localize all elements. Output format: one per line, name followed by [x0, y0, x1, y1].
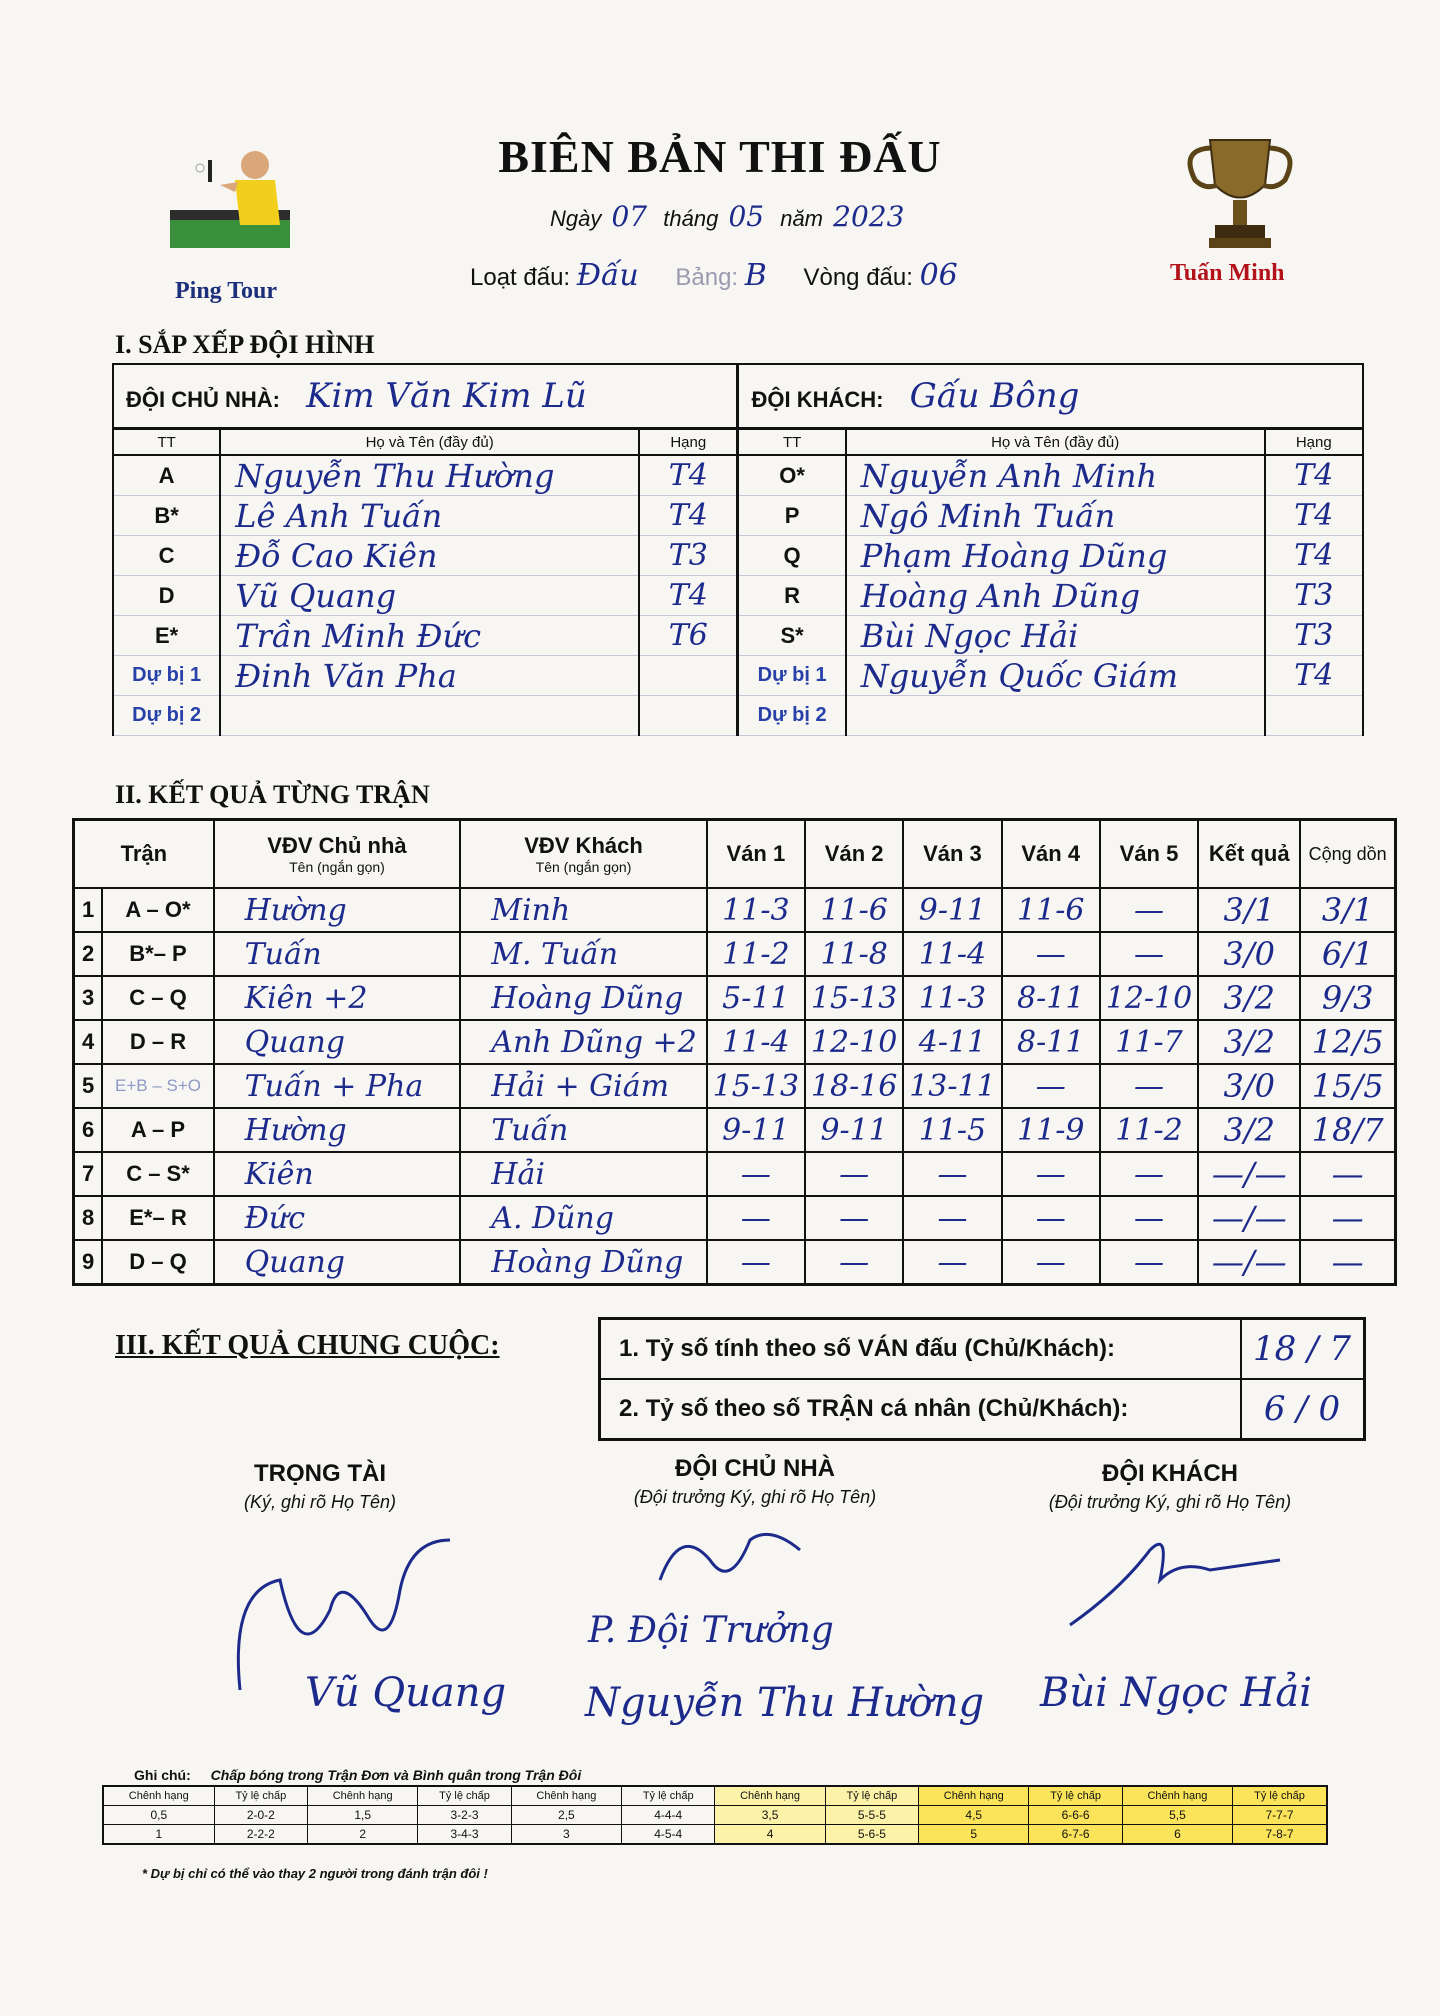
- home-team-cell: [113, 364, 738, 429]
- match-row: [74, 1196, 1396, 1240]
- away-player-rank: T3: [1265, 616, 1363, 656]
- home-player-name: Đinh Văn Pha: [220, 656, 639, 696]
- away-player-name: Phạm Hoàng Dũng: [846, 536, 1265, 576]
- match-row: [74, 1240, 1396, 1285]
- col-name: Họ và Tên (đầy đủ): [846, 429, 1265, 456]
- lineup-body: [113, 455, 1363, 736]
- match-result: 3/0: [1198, 932, 1300, 976]
- away-player-name: Hoàng Anh Dũng: [846, 576, 1265, 616]
- series-label: Loạt đấu:: [470, 264, 571, 291]
- handicap-ratio: 6-7-6: [1029, 1825, 1123, 1845]
- handicap-body: [103, 1786, 1327, 1844]
- away-team-name: Gấu Bông: [909, 376, 1080, 416]
- cumulative-score: —: [1300, 1240, 1395, 1285]
- final-line1-value: 18 / 7: [1241, 1319, 1365, 1380]
- away-printed-name: Bùi Ngọc Hải: [1040, 1670, 1312, 1716]
- game-1-score: 11-3: [707, 888, 805, 932]
- handicap-ratio-header: Tỷ lệ chấp: [1029, 1786, 1123, 1806]
- game-1-score: 11-2: [707, 932, 805, 976]
- game-5-score: 11-2: [1100, 1108, 1198, 1152]
- group-label: Bảng:: [675, 264, 739, 291]
- handicap-ratio: 5-6-5: [825, 1825, 919, 1845]
- col-away-label: VĐV Khách: [524, 833, 643, 858]
- handicap-rank-diff: 4: [715, 1825, 825, 1845]
- away-player-name: Nguyễn Anh Minh: [846, 455, 1265, 496]
- match-result: 3/2: [1198, 1020, 1300, 1064]
- lineup-table: [112, 363, 1364, 736]
- home-player: Kiên +2: [214, 976, 461, 1020]
- game-4-score: 11-9: [1002, 1108, 1100, 1152]
- home-printed-name: Nguyễn Thu Hường: [585, 1680, 985, 1726]
- game-2-score: 18-16: [805, 1064, 903, 1108]
- home-player-rank: [639, 696, 738, 736]
- handicap-row: [103, 1806, 1327, 1825]
- handicap-ratio: 4-5-4: [621, 1825, 715, 1845]
- handicap-ratio-header: Tỷ lệ chấp: [825, 1786, 919, 1806]
- home-signature-block: [590, 1455, 920, 1508]
- home-player-rank: T4: [639, 576, 738, 616]
- lineup-section-title: I. SẮP XẾP ĐỘI HÌNH: [115, 330, 375, 359]
- game-4-score: 11-6: [1002, 888, 1100, 932]
- col-cumulative: Cộng dồn: [1300, 820, 1395, 889]
- month-value: 05: [728, 200, 765, 233]
- away-team-cell: [738, 364, 1363, 429]
- away-player-rank: [1265, 696, 1363, 736]
- game-3-score: 13-11: [903, 1064, 1001, 1108]
- match-row: [74, 1020, 1396, 1064]
- col-name: Họ và Tên (đầy đủ): [220, 429, 639, 456]
- game-4-score: —: [1002, 1064, 1100, 1108]
- game-2-score: —: [805, 1196, 903, 1240]
- match-number: 2: [74, 932, 103, 976]
- tuan-minh-caption: Tuấn Minh: [1170, 260, 1285, 286]
- match-pairing: E*– R: [102, 1196, 213, 1240]
- away-slot: Dự bị 2: [738, 696, 846, 736]
- away-player: Minh: [460, 888, 706, 932]
- away-player-rank: T4: [1265, 455, 1363, 496]
- date-line: [550, 200, 914, 233]
- handicap-table: [102, 1785, 1328, 1845]
- cumulative-score: 12/5: [1300, 1020, 1395, 1064]
- game-3-score: —: [903, 1240, 1001, 1285]
- handicap-rank-diff-header: Chênh hạng: [1122, 1786, 1232, 1806]
- game-5-score: —: [1100, 1240, 1198, 1285]
- match-pairing: C – S*: [102, 1152, 213, 1196]
- home-sign-subtitle: (Đội trưởng Ký, ghi rõ Họ Tên): [633, 1487, 877, 1507]
- handicap-rank-diff: 6: [1122, 1825, 1232, 1845]
- match-row: [74, 1064, 1396, 1108]
- away-slot: O*: [738, 455, 846, 496]
- handicap-ratio: 7-8-7: [1233, 1825, 1328, 1845]
- final-line2-label: 2. Tỷ số theo số TRẬN cá nhân (Chủ/Khách):: [600, 1379, 1242, 1440]
- handicap-ratio-header: Tỷ lệ chấp: [621, 1786, 715, 1806]
- match-result: 3/1: [1198, 888, 1300, 932]
- handicap-rank-diff-header: Chênh hạng: [308, 1786, 418, 1806]
- cumulative-score: 3/1: [1300, 888, 1395, 932]
- ping-tour-caption: Ping Tour: [175, 278, 278, 304]
- team-row: [113, 364, 1363, 429]
- home-signature-scribble: [650, 1520, 810, 1600]
- day-value: 07: [611, 200, 648, 233]
- home-player: Hường: [214, 888, 461, 932]
- handicap-ratio: 3-2-3: [418, 1806, 512, 1825]
- home-slot: Dự bị 1: [113, 656, 220, 696]
- home-player-rank: T6: [639, 616, 738, 656]
- handicap-ratio-header: Tỷ lệ chấp: [1233, 1786, 1328, 1806]
- match-number: 1: [74, 888, 103, 932]
- note-text: Chấp bóng trong Trận Đơn và Bình quân trong Trận Đôi: [210, 1767, 582, 1783]
- lineup-row: [113, 576, 1363, 616]
- lineup-row: [113, 536, 1363, 576]
- match-number: 8: [74, 1196, 103, 1240]
- referee-printed-name: Vũ Quang: [305, 1670, 507, 1716]
- game-2-score: 9-11: [805, 1108, 903, 1152]
- col-game-3: Ván 3: [903, 820, 1001, 889]
- match-number: 9: [74, 1240, 103, 1285]
- home-slot: E*: [113, 616, 220, 656]
- lineup-row: [113, 616, 1363, 656]
- handicap-rank-diff-header: Chênh hạng: [919, 1786, 1029, 1806]
- match-pairing: A – P: [102, 1108, 213, 1152]
- away-slot: S*: [738, 616, 846, 656]
- note-label: Ghi chú:: [134, 1767, 191, 1783]
- home-player-name: Trần Minh Đức: [220, 616, 639, 656]
- series-value: Đấu: [576, 258, 639, 293]
- home-team-label: ĐỘI CHỦ NHÀ:: [126, 387, 280, 412]
- match-row: [74, 932, 1396, 976]
- game-2-score: —: [805, 1240, 903, 1285]
- match-pairing: B*– P: [102, 932, 213, 976]
- col-game-5: Ván 5: [1100, 820, 1198, 889]
- home-player-name: Nguyễn Thu Hường: [220, 455, 639, 496]
- game-4-score: 8-11: [1002, 976, 1100, 1020]
- away-player: Hải: [460, 1152, 706, 1196]
- lineup-row: [113, 656, 1363, 696]
- col-tt: TT: [113, 429, 220, 456]
- results-body: [74, 888, 1396, 1285]
- year-value: 2023: [833, 200, 905, 233]
- col-game-2: Ván 2: [805, 820, 903, 889]
- away-player-name: [846, 696, 1265, 736]
- game-5-score: 12-10: [1100, 976, 1198, 1020]
- match-row: [74, 888, 1396, 932]
- col-tt: TT: [738, 429, 846, 456]
- home-player: Kiên: [214, 1152, 461, 1196]
- col-game-4: Ván 4: [1002, 820, 1100, 889]
- away-sign-subtitle: (Đội trưởng Ký, ghi rõ Họ Tên): [1048, 1492, 1292, 1512]
- group-value: B: [744, 258, 767, 293]
- game-2-score: 11-8: [805, 932, 903, 976]
- handicap-rank-diff: 1: [103, 1825, 214, 1845]
- match-row: [74, 976, 1396, 1020]
- game-5-score: —: [1100, 932, 1198, 976]
- final-row: [600, 1379, 1365, 1440]
- game-3-score: 11-4: [903, 932, 1001, 976]
- referee-title: TRỌNG TÀI: [254, 1460, 386, 1487]
- match-row: [74, 1108, 1396, 1152]
- final-row: [600, 1319, 1365, 1380]
- game-1-score: 15-13: [707, 1064, 805, 1108]
- away-player-rank: T4: [1265, 536, 1363, 576]
- away-team-label: ĐỘI KHÁCH:: [751, 387, 884, 412]
- game-3-score: 11-3: [903, 976, 1001, 1020]
- handicap-ratio-header: Tỷ lệ chấp: [418, 1786, 512, 1806]
- away-slot: Dự bị 1: [738, 656, 846, 696]
- home-player-name: Vũ Quang: [220, 576, 639, 616]
- game-3-score: —: [903, 1196, 1001, 1240]
- game-4-score: 8-11: [1002, 1020, 1100, 1064]
- cumulative-score: 9/3: [1300, 976, 1395, 1020]
- match-result: —/—: [1198, 1196, 1300, 1240]
- away-slot: Q: [738, 536, 846, 576]
- game-4-score: —: [1002, 1196, 1100, 1240]
- match-pairing: C – Q: [102, 976, 213, 1020]
- away-signature-scribble: [1060, 1530, 1290, 1640]
- game-3-score: 4-11: [903, 1020, 1001, 1064]
- match-result: —/—: [1198, 1240, 1300, 1285]
- game-5-score: —: [1100, 1064, 1198, 1108]
- col-home-player: [214, 820, 461, 889]
- cumulative-score: 6/1: [1300, 932, 1395, 976]
- home-slot: B*: [113, 496, 220, 536]
- cumulative-score: —: [1300, 1152, 1395, 1196]
- round-value: 06: [919, 258, 958, 293]
- handicap-rank-diff: 0,5: [103, 1806, 214, 1825]
- game-4-score: —: [1002, 1240, 1100, 1285]
- home-team-name: Kim Văn Kim Lũ: [306, 376, 587, 416]
- handicap-rank-diff-header: Chênh hạng: [511, 1786, 621, 1806]
- substitute-footnote: * Dự bị chỉ có thể vào thay 2 người trong đánh trận đôi !: [142, 1866, 488, 1881]
- match-number: 7: [74, 1152, 103, 1196]
- handicap-ratio: 7-7-7: [1233, 1806, 1328, 1825]
- away-sign-title: ĐỘI KHÁCH: [1102, 1460, 1238, 1487]
- document-title: BIÊN BẢN THI ĐẤU: [498, 131, 942, 182]
- game-3-score: —: [903, 1152, 1001, 1196]
- lineup-row: [113, 696, 1363, 736]
- lineup-row: [113, 496, 1363, 536]
- handicap-rank-diff: 2: [308, 1825, 418, 1845]
- home-player-rank: T4: [639, 496, 738, 536]
- away-player: Hoàng Dũng: [460, 1240, 706, 1285]
- lineup-header-row: [113, 429, 1363, 456]
- results-header-row: [74, 820, 1396, 889]
- away-player: Tuấn: [460, 1108, 706, 1152]
- match-pairing: D – Q: [102, 1240, 213, 1285]
- away-player: Anh Dũng +2: [460, 1020, 706, 1064]
- handicap-ratio: 4-4-4: [621, 1806, 715, 1825]
- handicap-ratio: 3-4-3: [418, 1825, 512, 1845]
- away-player-name: Ngô Minh Tuấn: [846, 496, 1265, 536]
- col-away-sub: Tên (ngắn gọn): [535, 859, 632, 875]
- home-slot: D: [113, 576, 220, 616]
- month-label: tháng: [663, 206, 719, 231]
- away-player-rank: T3: [1265, 576, 1363, 616]
- game-4-score: —: [1002, 932, 1100, 976]
- home-sign-title: ĐỘI CHỦ NHÀ: [675, 1455, 835, 1482]
- away-player: M. Tuấn: [460, 932, 706, 976]
- home-player-name: [220, 696, 639, 736]
- game-1-score: —: [707, 1240, 805, 1285]
- handicap-ratio: 2-0-2: [214, 1806, 308, 1825]
- away-player-name: Nguyễn Quốc Giám: [846, 656, 1265, 696]
- match-number: 3: [74, 976, 103, 1020]
- handicap-rank-diff: 4,5: [919, 1806, 1029, 1825]
- handicap-ratio: 6-6-6: [1029, 1806, 1123, 1825]
- away-player: Hải + Giám: [460, 1064, 706, 1108]
- match-result: 3/2: [1198, 1108, 1300, 1152]
- game-5-score: —: [1100, 1152, 1198, 1196]
- game-1-score: —: [707, 1196, 805, 1240]
- col-away-player: [460, 820, 706, 889]
- handicap-rank-diff-header: Chênh hạng: [103, 1786, 214, 1806]
- home-player: Quang: [214, 1240, 461, 1285]
- away-slot: P: [738, 496, 846, 536]
- match-row: [74, 1152, 1396, 1196]
- handicap-header-row: [103, 1786, 1327, 1806]
- col-match: Trận: [74, 820, 214, 889]
- cumulative-score: —: [1300, 1196, 1395, 1240]
- round-line: [470, 258, 988, 293]
- col-game-1: Ván 1: [707, 820, 805, 889]
- match-result: 3/0: [1198, 1064, 1300, 1108]
- home-player: Tuấn + Pha: [214, 1064, 461, 1108]
- game-2-score: 12-10: [805, 1020, 903, 1064]
- handicap-ratio-header: Tỷ lệ chấp: [214, 1786, 308, 1806]
- results-table: [72, 818, 1397, 1286]
- home-player: Quang: [214, 1020, 461, 1064]
- home-player: Đức: [214, 1196, 461, 1240]
- match-pairing: A – O*: [102, 888, 213, 932]
- match-number: 5: [74, 1064, 103, 1108]
- game-5-score: 11-7: [1100, 1020, 1198, 1064]
- game-1-score: 5-11: [707, 976, 805, 1020]
- home-player-name: Lê Anh Tuấn: [220, 496, 639, 536]
- away-signature-block: [1010, 1460, 1330, 1513]
- handicap-ratio: 2-2-2: [214, 1825, 308, 1845]
- referee-signature-block: [200, 1460, 440, 1513]
- away-slot: R: [738, 576, 846, 616]
- home-player: Hường: [214, 1108, 461, 1152]
- game-3-score: 11-5: [903, 1108, 1001, 1152]
- handicap-rank-diff: 1,5: [308, 1806, 418, 1825]
- match-pairing: D – R: [102, 1020, 213, 1064]
- handicap-rank-diff: 3: [511, 1825, 621, 1845]
- match-number: 4: [74, 1020, 103, 1064]
- home-player-rank: T4: [639, 455, 738, 496]
- home-slot: C: [113, 536, 220, 576]
- match-pairing: E+B – S+O: [102, 1064, 213, 1108]
- game-2-score: 15-13: [805, 976, 903, 1020]
- home-player: Tuấn: [214, 932, 461, 976]
- handicap-rank-diff: 3,5: [715, 1806, 825, 1825]
- year-label: năm: [780, 206, 823, 231]
- cumulative-score: 15/5: [1300, 1064, 1395, 1108]
- game-5-score: —: [1100, 888, 1198, 932]
- home-slot: Dự bị 2: [113, 696, 220, 736]
- game-1-score: 11-4: [707, 1020, 805, 1064]
- cumulative-score: 18/7: [1300, 1108, 1395, 1152]
- round-label: Vòng đấu:: [803, 264, 913, 291]
- handicap-rank-diff-header: Chênh hạng: [715, 1786, 825, 1806]
- home-captain-note: P. Đội Trưởng: [588, 1610, 834, 1651]
- game-4-score: —: [1002, 1152, 1100, 1196]
- col-home-label: VĐV Chủ nhà: [267, 833, 407, 858]
- day-label: Ngày: [550, 206, 602, 231]
- game-3-score: 9-11: [903, 888, 1001, 932]
- home-player-name: Đỗ Cao Kiên: [220, 536, 639, 576]
- lineup-row: [113, 455, 1363, 496]
- results-section-title: II. KẾT QUẢ TỪNG TRẬN: [115, 780, 430, 809]
- col-rank: Hạng: [639, 429, 738, 456]
- home-player-rank: [639, 656, 738, 696]
- match-number: 6: [74, 1108, 103, 1152]
- away-player: A. Dũng: [460, 1196, 706, 1240]
- away-player-name: Bùi Ngọc Hải: [846, 616, 1265, 656]
- game-2-score: —: [805, 1152, 903, 1196]
- game-1-score: —: [707, 1152, 805, 1196]
- handicap-ratio: 5-5-5: [825, 1806, 919, 1825]
- final-line2-value: 6 / 0: [1241, 1379, 1365, 1440]
- match-result: 3/2: [1198, 976, 1300, 1020]
- referee-subtitle: (Ký, ghi rõ Họ Tên): [243, 1492, 397, 1512]
- col-home-sub: Tên (ngắn gọn): [289, 859, 385, 875]
- away-player-rank: T4: [1265, 656, 1363, 696]
- handicap-rank-diff: 2,5: [511, 1806, 621, 1825]
- col-result: Kết quả: [1198, 820, 1300, 889]
- handicap-rank-diff: 5,5: [1122, 1806, 1232, 1825]
- handicap-row: [103, 1825, 1327, 1845]
- game-2-score: 11-6: [805, 888, 903, 932]
- col-rank: Hạng: [1265, 429, 1363, 456]
- game-5-score: —: [1100, 1196, 1198, 1240]
- game-1-score: 9-11: [707, 1108, 805, 1152]
- note-line: [134, 1767, 581, 1783]
- away-player-rank: T4: [1265, 496, 1363, 536]
- final-line1-label: 1. Tỷ số tính theo số VÁN đấu (Chủ/Khách):: [600, 1319, 1242, 1380]
- final-score-table: [598, 1317, 1366, 1441]
- home-slot: A: [113, 455, 220, 496]
- match-result: —/—: [1198, 1152, 1300, 1196]
- away-player: Hoàng Dũng: [460, 976, 706, 1020]
- home-player-rank: T3: [639, 536, 738, 576]
- handicap-rank-diff: 5: [919, 1825, 1029, 1845]
- final-section-title: III. KẾT QUẢ CHUNG CUỘC:: [115, 1330, 500, 1361]
